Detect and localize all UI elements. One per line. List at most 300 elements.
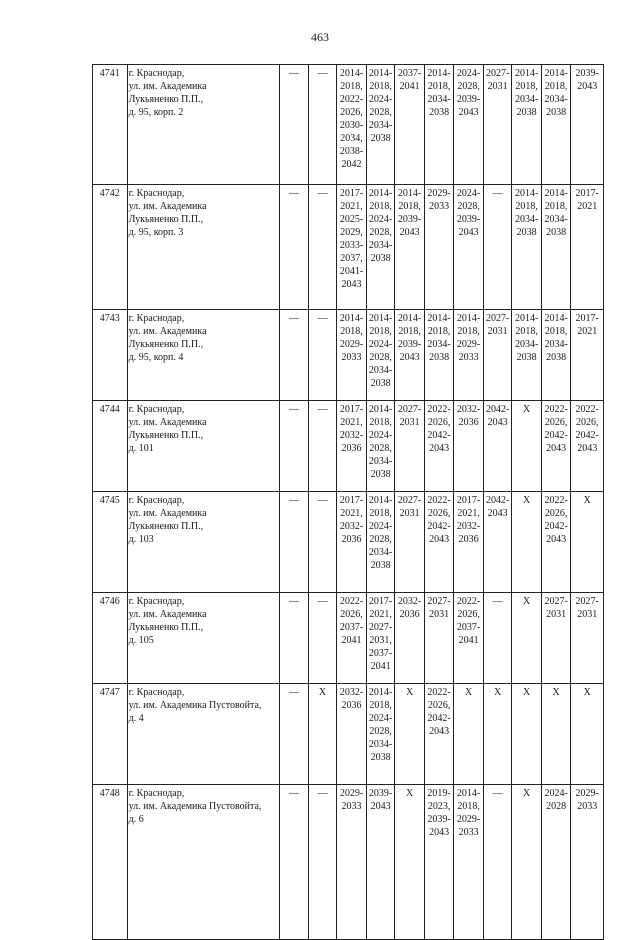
period-line: — [492,188,503,199]
work-period-cell [395,185,425,310]
work-period-cell [308,684,337,785]
work-period-cell [454,684,484,785]
work-period-cell [454,65,484,185]
address-line: ул. им. Академика [128,201,207,212]
period-line: 2028, [369,107,392,118]
period-line: 2018, [369,417,392,428]
period-line: 2028, [369,227,392,238]
period-line: 2022- [575,404,599,415]
period-line: X [523,495,531,506]
work-period-cell [512,492,542,593]
period-line: 2017- [339,188,364,199]
period-line: 2034- [368,365,393,376]
period-line: 2024- [368,214,393,225]
period-line: 2033 [577,801,598,812]
period-line: 2038 [429,352,450,363]
work-period-cell [280,185,309,310]
period-line: — [317,788,328,799]
work-period-cell [541,684,571,785]
period-line: 2038 [516,352,537,363]
period-line: 2032- [456,404,481,415]
period-line: 2028, [369,443,392,454]
period-line: 2022- [427,495,451,506]
address-line: ул. им. Академика Пустовойта, [128,700,262,711]
period-line: 2018, [457,801,480,812]
period-line: 2014- [339,313,364,324]
address-line: г. Краснодар, [128,495,185,506]
table-body [93,65,604,940]
period-line: 2036 [458,534,479,545]
period-line: 2038 [370,253,391,264]
work-period-cell [280,492,309,593]
period-line: X [493,687,502,698]
address-line: Лукьяненко П.П., [128,94,204,105]
work-period-cell [366,65,395,185]
period-line: 2034- [514,339,539,350]
period-line: 2043 [546,443,567,454]
period-line: 2038 [516,227,537,238]
period-line: 2037- [456,622,481,633]
period-line: X [583,495,591,506]
period-line: 2037- [368,648,393,659]
period-line: X [318,687,327,698]
period-line: — [317,404,328,415]
period-line: 2028, [457,81,480,92]
work-period-cell [424,785,454,940]
period-line: 2018, [457,326,480,337]
address-line: д. 95, корп. 4 [128,352,184,363]
period-line: — [289,188,300,199]
period-line: 2028, [369,352,392,363]
period-line: 2038 [370,752,391,763]
period-line: X [464,687,473,698]
work-period-cell [424,684,454,785]
period-line: 2031 [399,508,420,519]
period-line: 2019- [427,788,451,799]
work-period-cell [541,593,571,684]
work-period-cell [424,401,454,492]
work-period-cell [337,310,367,401]
period-line: 2034- [368,120,393,131]
address-cell [127,684,280,785]
period-line: 2043 [458,227,479,238]
work-period-cell [541,492,571,593]
address-line: Лукьяненко П.П., [128,622,204,633]
period-line: 2031 [487,81,508,92]
period-line: — [317,313,328,324]
period-line: 2039- [456,94,481,105]
work-period-cell [454,401,484,492]
address-cell [127,492,280,593]
period-line: 2034- [514,94,539,105]
period-line: 2014- [514,313,539,324]
period-line: 2033 [458,827,479,838]
address-cell [127,185,280,310]
period-line: 2033 [341,352,362,363]
work-period-cell [454,593,484,684]
period-line: 2042- [544,430,568,441]
period-line: 2043 [577,81,598,92]
period-line: 2027- [427,596,451,607]
row-number-cell: 4747 [93,684,128,785]
period-line: 2014- [368,404,393,415]
period-line: 2018, [369,326,392,337]
work-period-cell [483,65,512,185]
work-period-cell [280,593,309,684]
work-period-cell [512,65,542,185]
work-period-cell [483,310,512,401]
period-line: 2018, [369,81,392,92]
period-line: — [317,495,328,506]
period-line: 2018, [340,81,363,92]
period-line: 2017- [575,313,599,324]
period-line: 2027- [544,596,568,607]
period-line: 2018, [544,326,568,337]
period-line: 2043 [429,827,450,838]
period-line: 2034- [427,339,451,350]
address-line: д. 101 [128,443,154,454]
period-line: 2039- [397,339,422,350]
work-period-cell [395,401,425,492]
period-line: 2036 [458,417,479,428]
period-line: 2029, [340,227,363,238]
period-line: 2014- [427,68,451,79]
period-line: 2031 [546,609,567,620]
row-number-cell: 4748 [93,785,128,940]
housing-register-table [92,64,604,940]
period-line: 2039- [368,788,393,799]
work-period-cell [541,185,571,310]
work-period-cell [366,492,395,593]
period-line: 2034- [368,456,393,467]
work-period-cell [337,492,367,593]
period-line: 2027- [485,313,510,324]
period-line: X [523,687,531,698]
period-line: 2033- [339,240,364,251]
row-number-cell: 4745 [93,492,128,593]
address-line: Лукьяненко П.П., [128,214,204,225]
work-period-cell [571,785,604,940]
period-line: 2043 [577,443,598,454]
period-line: 2014- [368,313,393,324]
period-line: 2014- [339,68,364,79]
period-line: 2029- [456,814,481,825]
period-line: 2014- [427,313,451,324]
period-line: 2034, [340,133,363,144]
address-line: ул. им. Академика [128,508,207,519]
work-period-cell [571,401,604,492]
period-line: 2018, [398,201,421,212]
row-number-cell: 4746 [93,593,128,684]
work-period-cell [280,785,309,940]
work-period-cell [424,593,454,684]
period-line: 2037- [339,622,364,633]
period-line: 2034- [368,547,393,558]
table-row [93,401,604,492]
work-period-cell [395,310,425,401]
period-line: 2031 [399,417,420,428]
period-line: 2043 [399,227,420,238]
period-line: — [492,788,503,799]
work-period-cell [454,785,484,940]
work-period-cell [395,65,425,185]
period-line: 2043 [458,107,479,118]
period-line: X [405,788,414,799]
work-period-cell [366,684,395,785]
work-period-cell [541,401,571,492]
work-period-cell [483,492,512,593]
work-period-cell [395,684,425,785]
period-line: 2042- [427,521,451,532]
address-line: Лукьяненко П.П., [128,521,204,532]
period-line: 2038 [370,469,391,480]
period-line: 2027- [397,404,422,415]
table-row [93,492,604,593]
period-line: 2031 [487,326,508,337]
table-row [93,785,604,940]
period-line: — [317,596,328,607]
period-line: — [317,188,328,199]
period-line: 2037, [340,253,363,264]
address-line: д. 95, корп. 2 [128,107,184,118]
period-line: 2042- [427,430,451,441]
address-line: ул. им. Академика [128,417,207,428]
period-line: 2014- [544,188,568,199]
period-line: X [523,596,531,607]
period-line: 2042- [427,713,451,724]
table-row [93,65,604,185]
row-number-cell: 4744 [93,401,128,492]
period-line: 2039- [427,814,451,825]
period-line: 2021, [369,609,392,620]
period-line: 2022- [339,596,364,607]
work-period-cell [395,492,425,593]
work-period-cell [308,593,337,684]
period-line: 2014- [368,687,393,698]
period-line: 2028, [457,201,480,212]
period-line: 2032- [339,430,364,441]
period-line: 2031 [429,609,450,620]
work-period-cell [395,785,425,940]
work-period-cell [541,65,571,185]
period-line: 2024- [368,430,393,441]
period-line: 2028 [546,801,567,812]
work-period-cell [308,310,337,401]
period-line: 2014- [544,313,568,324]
period-line: — [289,596,300,607]
address-line: г. Краснодар, [128,788,185,799]
period-line: 2014- [368,188,393,199]
period-line: 2027- [575,596,599,607]
work-period-cell [280,310,309,401]
address-line: ул. им. Академика [128,609,207,620]
period-line: — [492,596,503,607]
period-line: 2026, [544,417,568,428]
work-period-cell [308,65,337,185]
period-line: 2018, [515,326,538,337]
period-line: 2042- [485,495,510,506]
period-line: 2021, [457,508,480,519]
work-period-cell [571,185,604,310]
work-period-cell [280,684,309,785]
address-line: г. Краснодар, [128,687,185,698]
period-line: 2026, [544,508,568,519]
period-line: X [523,404,531,415]
period-line: — [289,404,300,415]
work-period-cell [366,785,395,940]
period-line: 2043 [546,534,567,545]
period-line: 2018, [515,81,538,92]
period-line: — [317,68,328,79]
period-line: 2033 [458,352,479,363]
period-line: 2014- [514,188,539,199]
period-line: 2028, [369,534,392,545]
period-line: X [552,687,560,698]
period-line: 2039- [397,214,422,225]
period-line: 2026, [427,508,451,519]
work-period-cell [308,492,337,593]
period-line: 2036 [341,700,362,711]
period-line: 2043 [487,417,508,428]
period-line: 2021 [577,201,598,212]
period-line: X [405,687,414,698]
period-line: 2041 [458,635,479,646]
period-line: 2024- [368,521,393,532]
period-line: 2014- [368,495,393,506]
work-period-cell [512,310,542,401]
period-line: 2038 [370,133,391,144]
period-line: 2041 [341,635,362,646]
address-cell [127,310,280,401]
period-line: — [289,68,300,79]
period-line: 2022- [339,94,364,105]
work-period-cell [483,593,512,684]
work-period-cell [280,65,309,185]
page-number: 463 [311,30,329,44]
address-line: д. 6 [128,814,144,825]
period-line: 2038 [429,107,450,118]
work-period-cell [337,65,367,185]
work-period-cell [337,401,367,492]
period-line: 2038 [370,378,391,389]
row-number-cell: 4743 [93,310,128,401]
address-line: г. Краснодар, [128,404,185,415]
address-line: д. 95, корп. 3 [128,227,184,238]
period-line: 2036 [399,609,420,620]
address-line: д. 4 [128,713,144,724]
period-line: 2043 [429,534,450,545]
period-line: 2042- [575,430,599,441]
period-line: — [289,687,300,698]
period-line: 2037- [397,68,422,79]
table-row [93,593,604,684]
work-period-cell [512,401,542,492]
period-line: 2041 [399,81,420,92]
work-period-cell [571,310,604,401]
period-line: 2026, [457,609,480,620]
period-line: 2027- [485,68,510,79]
work-period-cell [454,310,484,401]
period-line: 2031 [577,609,598,620]
period-line: 2041- [339,266,364,277]
period-line: 2029- [427,188,451,199]
period-line: 2022- [456,596,481,607]
work-period-cell [571,684,604,785]
period-line: 2014- [397,188,422,199]
address-line: ул. им. Академика Пустовойта, [128,801,262,812]
address-line: д. 103 [128,534,154,545]
work-period-cell [337,785,367,940]
period-line: 2042- [485,404,510,415]
work-period-cell [571,593,604,684]
work-period-cell [512,185,542,310]
period-line: 2029- [456,339,481,350]
period-line: 2024- [456,188,481,199]
period-line: 2026, [340,107,363,118]
period-line: 2024- [368,339,393,350]
work-period-cell [454,185,484,310]
period-line: 2039- [575,68,599,79]
period-line: 2014- [544,68,568,79]
period-line: 2038- [339,146,364,157]
period-line: 2014- [368,68,393,79]
period-line: 2032- [339,687,364,698]
period-line: 2041 [370,661,391,672]
period-line: 2042- [544,521,568,532]
work-period-cell [483,785,512,940]
period-line: 2014- [456,313,481,324]
work-period-cell [483,185,512,310]
period-line: 2022- [427,687,451,698]
work-period-cell [337,593,367,684]
period-line: — [289,495,300,506]
work-period-cell [366,185,395,310]
period-line: 2024- [368,94,393,105]
period-line: 2024- [368,713,393,724]
period-line: 2034- [514,214,539,225]
period-line: 2029- [339,788,364,799]
work-period-cell [512,684,542,785]
work-period-cell [483,684,512,785]
address-line: ул. им. Академика [128,326,207,337]
work-period-cell [424,185,454,310]
address-cell [127,785,280,940]
period-line: 2023, [427,801,451,812]
period-line: 2032- [456,521,481,532]
work-period-cell [541,310,571,401]
address-line: г. Краснодар, [128,68,185,79]
address-line: Лукьяненко П.П., [128,339,204,350]
period-line: 2022- [544,404,568,415]
table-row [93,684,604,785]
row-number-cell: 4742 [93,185,128,310]
period-line: — [289,313,300,324]
period-line: 2025- [339,214,364,225]
period-line: 2024- [544,788,568,799]
period-line: 2043 [429,443,450,454]
period-line: 2043 [370,801,391,812]
period-line: 2014- [456,788,481,799]
period-line: 2021 [577,326,598,337]
period-line: 2018, [427,81,451,92]
period-line: X [583,687,591,698]
period-line: 2038 [546,227,567,238]
period-line: 2032- [339,521,364,532]
address-line: ул. им. Академика [128,81,207,92]
address-line: Лукьяненко П.П., [128,430,204,441]
period-line: 2026, [427,700,451,711]
period-line: 2018, [340,326,363,337]
